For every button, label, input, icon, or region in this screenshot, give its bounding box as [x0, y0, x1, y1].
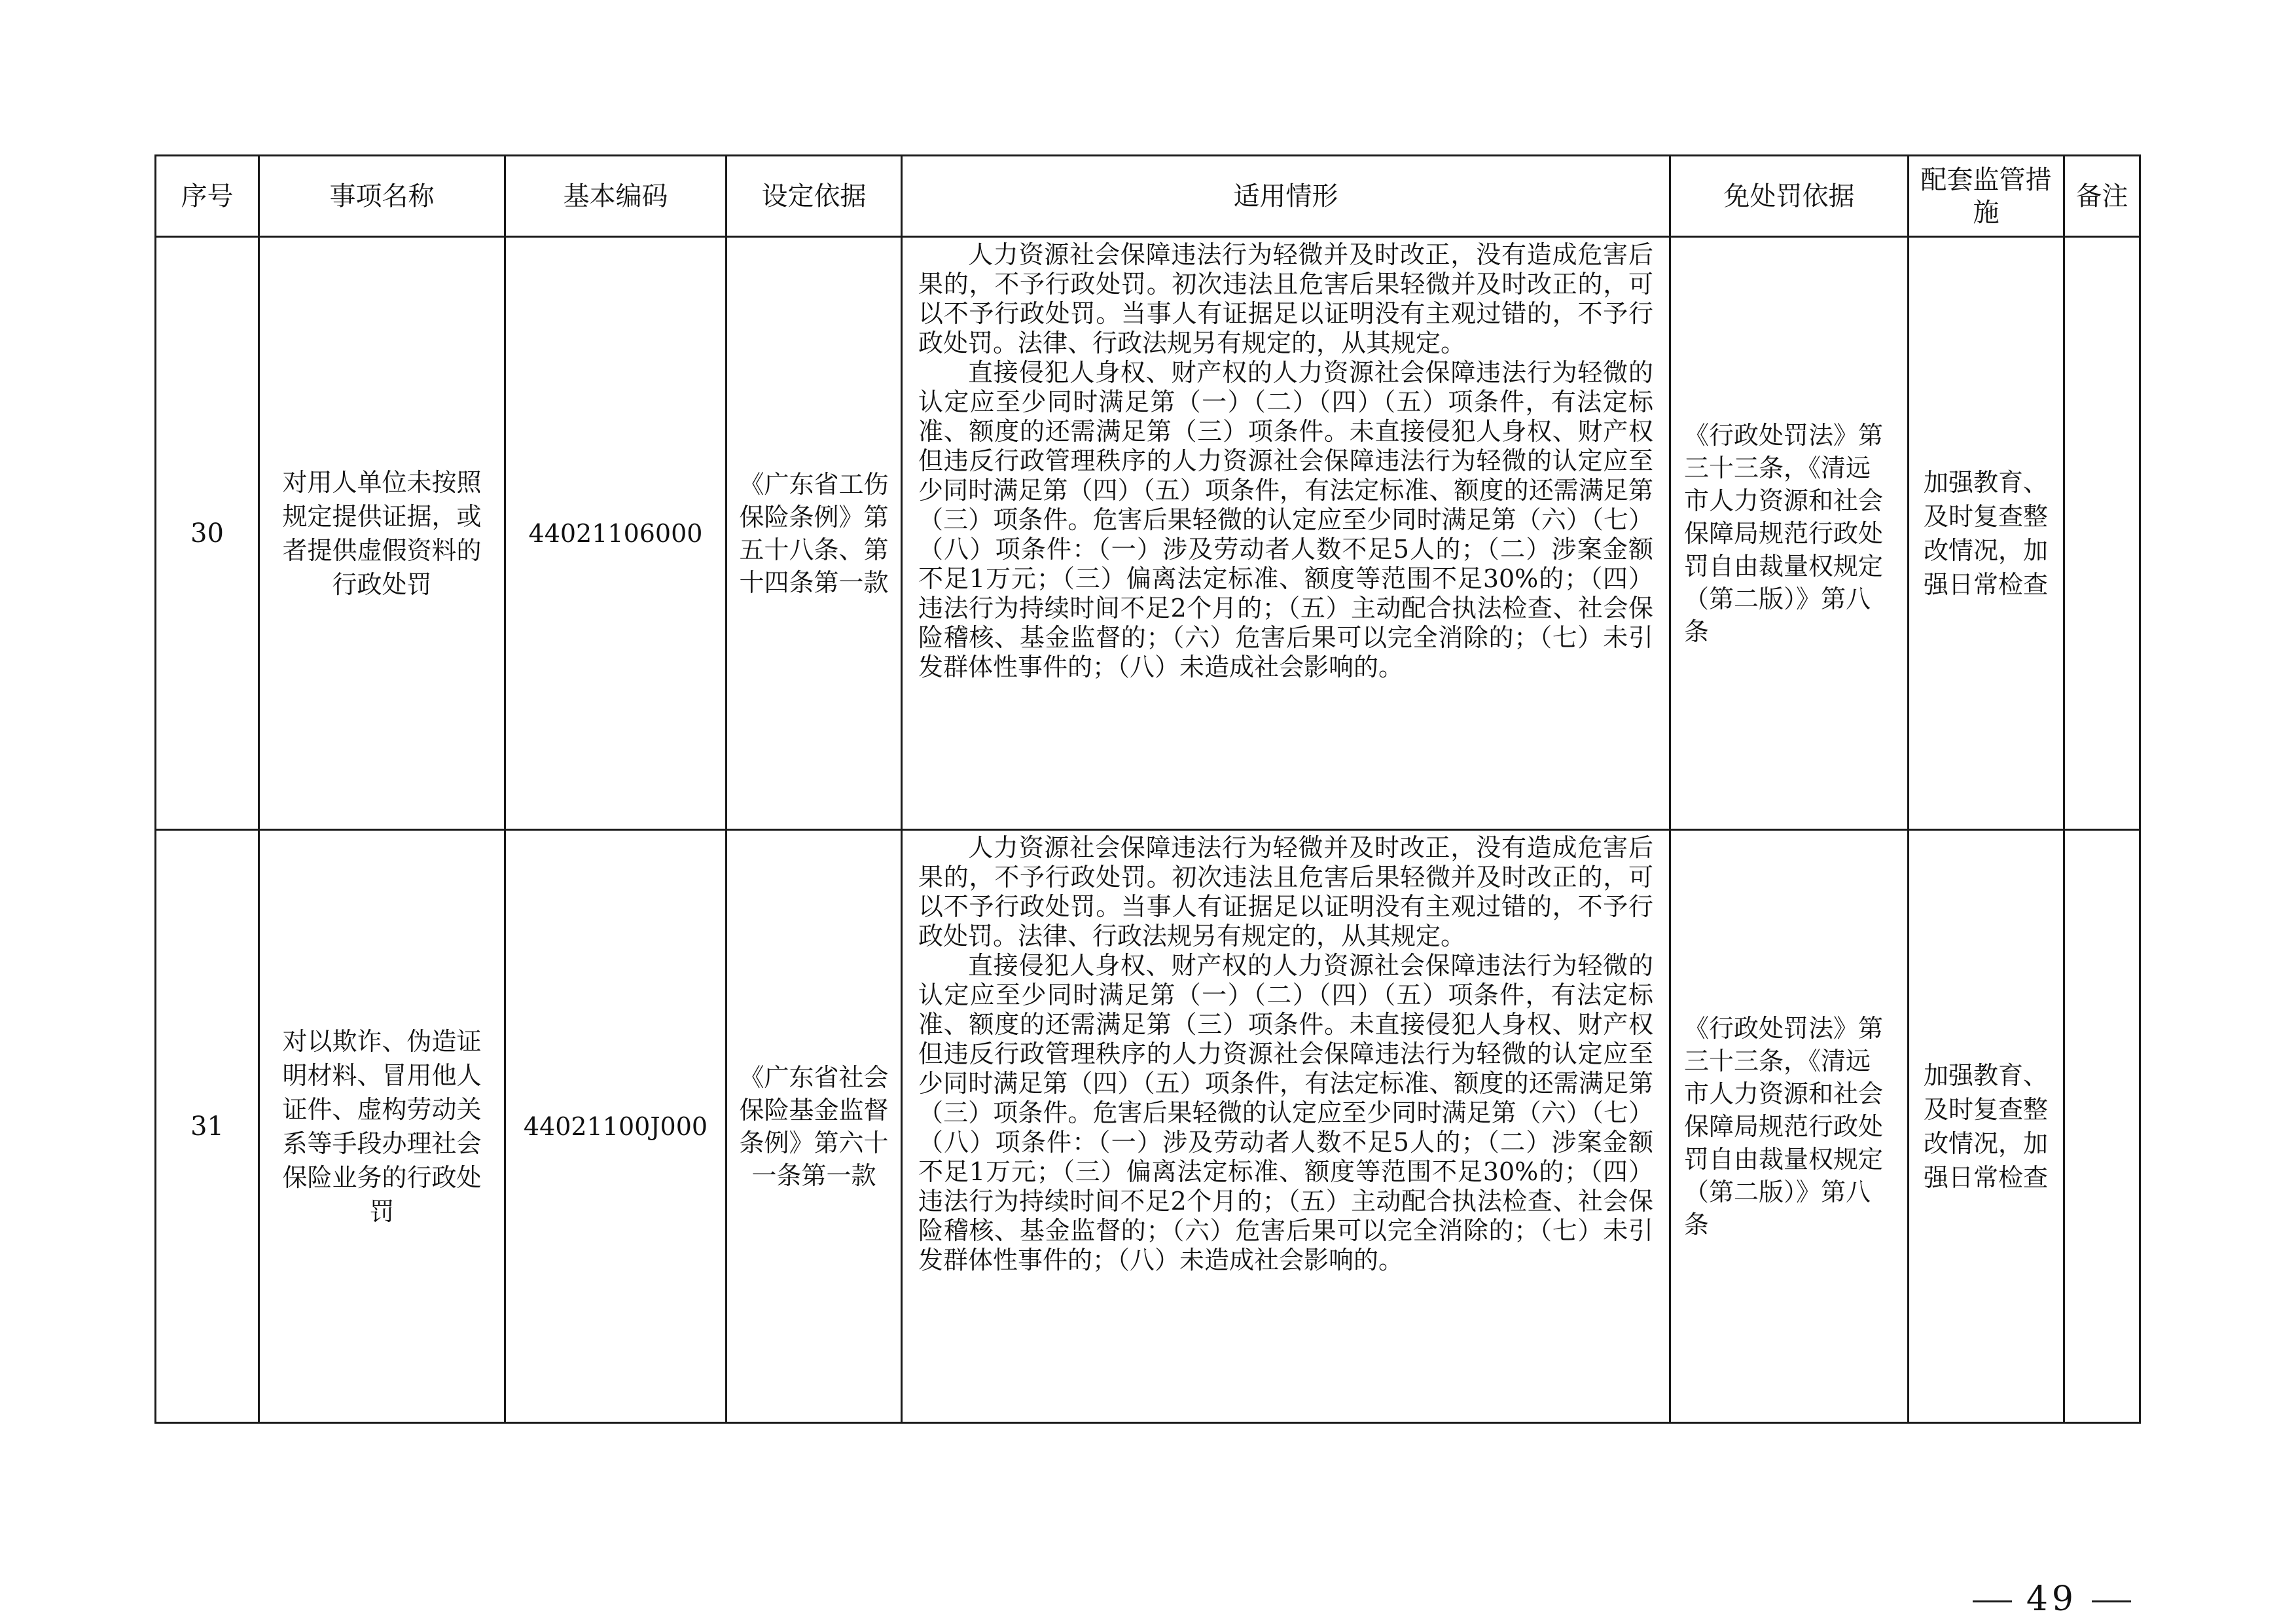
table-row: [156, 830, 2140, 1423]
situation-paragraph-2: 直接侵犯人身权、财产权的人力资源社会保障违法行为轻微的认定应至少同时满足第（一）（二）（四）（五）项条件，有法定标准、额度的还需满足第（三）项条件。未直接侵犯人身权、财产权但违反行政管理秩序的人力资源社会保障违法行为轻微的认定应至少同时满足第（四）（五）项条件，有法定标准、额度的还需满足第（三）项条件。危害后果轻微的认定应至少同时满足第（六）（七）（八）项条件：（一）涉及劳动者人数不足5人的；（二）涉案金额不足1万元；（三）偏离法定标准、额度等范围不足30%的；（四）违法行为持续时间不足2个月的；（五）主动配合执法检查、社会保险稽核、基金监督的；（六）危害后果可以完全消除的；（七）未引发群体性事件的；（八）未造成社会影响的。: [918, 358, 1653, 681]
cell-measures: 加强教育、及时复查整改情况，加强日常检查: [1909, 830, 2064, 1423]
cell-situation: [902, 237, 1670, 830]
cell-code: 44021100J000: [505, 830, 726, 1423]
cell-name: 对以欺诈、伪造证明材料、冒用他人证件、虚构劳动关系等手段办理社会保险业务的行政处罚: [259, 830, 505, 1423]
cell-remarks: [2064, 830, 2140, 1423]
situation-paragraph-1: 人力资源社会保障违法行为轻微并及时改正，没有造成危害后果的，不予行政处罚。初次违法且危害后果轻微并及时改正的，可以不予行政处罚。当事人有证据足以证明没有主观过错的，不予行政处罚。法律、行政法规另有规定的，从其规定。: [918, 833, 1653, 950]
header-exemption: 免处罚依据: [1670, 156, 1909, 237]
situation-paragraph-2: 直接侵犯人身权、财产权的人力资源社会保障违法行为轻微的认定应至少同时满足第（一）（二）（四）（五）项条件，有法定标准、额度的还需满足第（三）项条件。未直接侵犯人身权、财产权但违反行政管理秩序的人力资源社会保障违法行为轻微的认定应至少同时满足第（四）（五）项条件，有法定标准、额度的还需满足第（三）项条件。危害后果轻微的认定应至少同时满足第（六）（七）（八）项条件：（一）涉及劳动者人数不足5人的；（二）涉案金额不足1万元；（三）偏离法定标准、额度等范围不足30%的；（四）违法行为持续时间不足2个月的；（五）主动配合执法检查、社会保险稽核、基金监督的；（六）危害后果可以完全消除的；（七）未引发群体性事件的；（八）未造成社会影响的。: [918, 951, 1653, 1274]
page-number-value: 49: [2026, 1579, 2077, 1619]
cell-situation: [902, 830, 1670, 1423]
table-row: [156, 237, 2140, 830]
page-number-right-dash: [2092, 1600, 2131, 1602]
cell-basis: 《广东省工伤保险条例》第五十八条、第十四条第一款: [726, 237, 902, 830]
table-header-row: [156, 156, 2140, 237]
situation-paragraph-1: 人力资源社会保障违法行为轻微并及时改正，没有造成危害后果的，不予行政处罚。初次违法且危害后果轻微并及时改正的，可以不予行政处罚。当事人有证据足以证明没有主观过错的，不予行政处罚。法律、行政法规另有规定的，从其规定。: [918, 240, 1653, 357]
penalty-exemption-table: [154, 154, 2141, 1424]
header-measures: 配套监管措施: [1909, 156, 2064, 237]
header-name: 事项名称: [259, 156, 505, 237]
cell-seq: 30: [156, 237, 259, 830]
cell-exemption: 《行政处罚法》第三十三条，《清远市人力资源和社会保障局规范行政处罚自由裁量权规定（第二版）》第八条: [1670, 830, 1909, 1423]
cell-measures: 加强教育、及时复查整改情况，加强日常检查: [1909, 237, 2064, 830]
header-basis: 设定依据: [726, 156, 902, 237]
cell-code: 44021106000: [505, 237, 726, 830]
cell-seq: 31: [156, 830, 259, 1423]
page-number: [1958, 1579, 2145, 1619]
cell-name: 对用人单位未按照规定提供证据，或者提供虚假资料的行政处罚: [259, 237, 505, 830]
header-situation: 适用情形: [902, 156, 1670, 237]
cell-remarks: [2064, 237, 2140, 830]
header-remarks: 备注: [2064, 156, 2140, 237]
page-number-left-dash: [1973, 1600, 2012, 1602]
cell-basis: 《广东省社会保险基金监督条例》第六十一条第一款: [726, 830, 902, 1423]
header-code: 基本编码: [505, 156, 726, 237]
header-seq: 序号: [156, 156, 259, 237]
cell-exemption: 《行政处罚法》第三十三条，《清远市人力资源和社会保障局规范行政处罚自由裁量权规定（第二版）》第八条: [1670, 237, 1909, 830]
